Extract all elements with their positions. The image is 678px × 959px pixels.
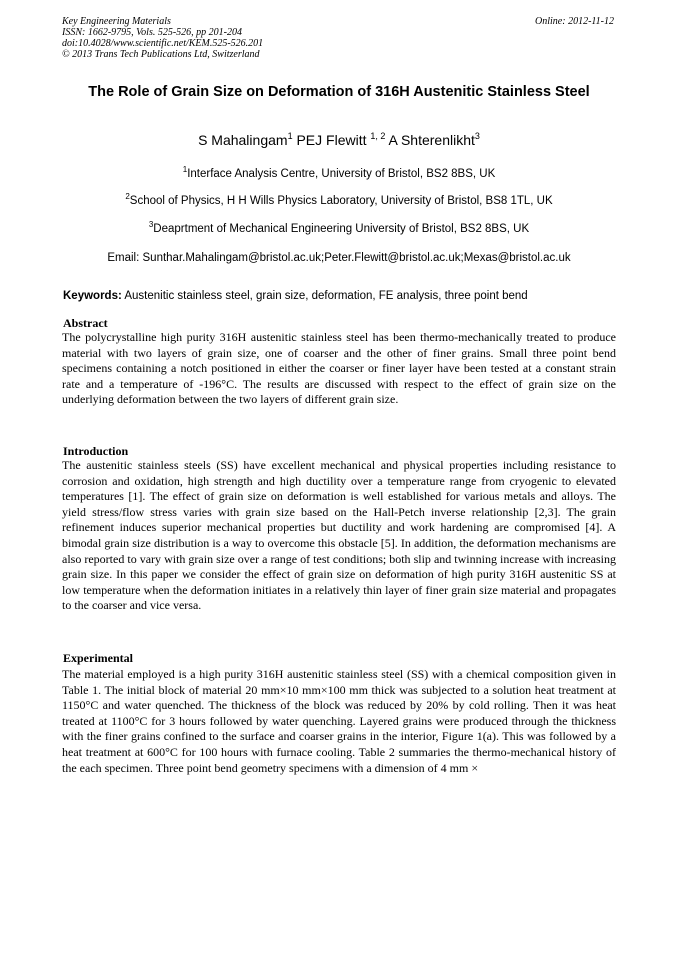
affiliation-2 [62, 194, 616, 208]
author-affil-mark: 3 [474, 131, 480, 141]
experimental-heading: Experimental [63, 651, 133, 665]
affil-text: School of Physics, H H Wills Physics Laboratory, University of Bristol, BS8 1TL, UK [129, 195, 553, 207]
affil-text: Deaprtment of Mechanical Engineering University of Bristol, BS2 8BS, UK [153, 223, 530, 235]
author-line [62, 131, 616, 149]
author-name: PEJ Flewitt [296, 132, 367, 148]
affiliation-1 [62, 167, 616, 181]
experimental-text: The material employed is a high purity 316H austenitic stainless steel (SS) with a chemical composition given in Table 1. The initial block of material 20 mm×10 mm×100 mm thick was subjected to a solution heat treatment at 1150°C and water quenched. The thickness of the block was reduced by 20% by cold rolling. Then it was heat treated at 1100°C for 3 hours followed by water quenching. Layered grains were produced through the thickness with the finer grains confined to the surface and coarser grains in the interior, Figure 1(a). This was followed by a heat treatment at 600°C for 100 hours with furnace cooling. Table 2 summaries the thermo-mechanical history of the each specimen. Three point bend geometry specimens with a dimension of 4 mm × [62, 667, 616, 775]
introduction-text: The austenitic stainless steels (SS) have excellent mechanical and physical properties including resistance to corrosion and oxidation, high strength and high ductility over a temperature range from cryogenic to elevated temperatures [1]. The effect of grain size on deformation is well established for various metals and alloys. The yield stress/flow stress varies with grain size based on the Hall-Petch inverse relationship [2,3]. The grain refinement induces superior mechanical properties but ductility and work hardening are compromised [4]. A bimodal grain size distribution is a way to overcome this obstacle [5]. In addition, the deformation mechanisms are also reported to vary with grain size over a range of test conditions; both slip and twinning increase with increasing grain size. In this paper we consider the effect of grain size on deformation of high purity 316H austenitic SS at low temperature when the deformation initiates in a relatively thin layer of finer grain size material and propagates to the coarser and vice versa. [62, 458, 616, 613]
author-name: A Shterenlikht [388, 132, 475, 148]
affil-mark: 2 [125, 192, 130, 201]
online-date: Online: 2012-11-12 [535, 16, 614, 27]
introduction-heading: Introduction [63, 444, 129, 458]
paper-title: The Role of Grain Size on Deformation of 316H Austenitic Stainless Steel [88, 84, 590, 100]
affiliation-3 [62, 222, 616, 236]
author-affil-mark: 1 [287, 131, 293, 141]
abstract-heading: Abstract [63, 316, 108, 330]
journal-copyright: © 2013 Trans Tech Publications Ltd, Switzerland [62, 49, 260, 60]
journal-header [62, 16, 263, 60]
keywords-line [63, 289, 528, 303]
author-affil-mark: 1, 2 [370, 131, 386, 141]
journal-issn: ISSN: 1662-9795, Vols. 525-526, pp 201-204 [62, 27, 242, 38]
journal-doi[interactable]: doi:10.4028/www.scientific.net/KEM.525-526.201 [62, 38, 264, 49]
affil-mark: 3 [148, 220, 154, 229]
affil-mark: 1 [182, 165, 188, 174]
author-name: S Mahalingam [198, 132, 288, 148]
email-line[interactable]: Email: Sunthar.Mahalingam@bristol.ac.uk;Peter.Flewitt@bristol.ac.uk;Mexas@bristol.ac.uk [107, 252, 571, 264]
keywords-label: Keywords: [63, 290, 122, 302]
abstract-text: The polycrystalline high purity 316H austenitic stainless steel has been thermo-mechanically treated to produce material with two layers of grain size, one of coarser and the other of finer grains. Small three point bend specimens containing a notch positioned in either the coarser or finer layer have been tested at a constant strain rate and a temperature of -196°C. The results are discussed with respect to the effect of grain size on the underlying deformation between the two layers of different grain size. [62, 330, 616, 407]
affil-text: Interface Analysis Centre, University of Bristol, BS2 8BS, UK [187, 168, 496, 180]
journal-name: Key Engineering Materials [62, 16, 171, 27]
keywords-text: Austenitic stainless steel, grain size, deformation, FE analysis, three point bend [124, 290, 528, 302]
